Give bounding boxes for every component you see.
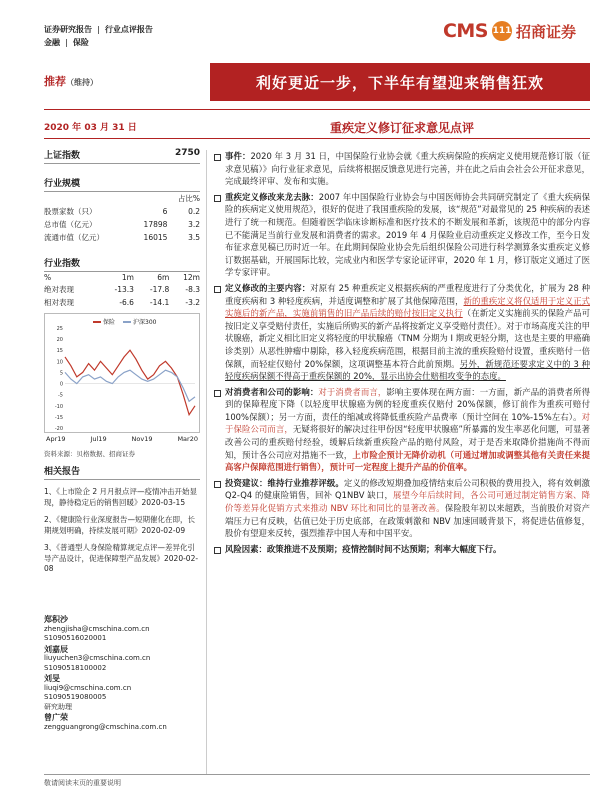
logo-company-name: 招商证券	[515, 22, 576, 41]
chart-legend	[93, 317, 156, 326]
report-subtitle: 重疾定义修订征求意见点评	[330, 121, 475, 135]
legend-swatch	[93, 321, 101, 323]
paragraph-investment	[213, 477, 590, 540]
y-tick-label: 5	[59, 370, 63, 377]
para-heading: 事件：	[225, 151, 251, 161]
y-tick-label: -20	[54, 426, 63, 432]
para-bold: 维持行业推荐评级。	[267, 477, 344, 488]
chart-source: 资料来源：贝格数据、招商证券	[44, 450, 135, 458]
divider	[44, 138, 590, 139]
x-tick-label: Mar20	[177, 435, 198, 443]
logo-cms-text: CMS	[442, 20, 488, 42]
para-highlight: 另外，新规范还要求定义中的 3 种轻度疾病保额不得高于重疾保额的 20%，显示出协会仕赔相攻变争的态度。	[225, 358, 590, 382]
para-text: 2020 年 3 月 31 日，中国保险行业协会就《重大疾病保险的疾病定义使用规范修订版（征求意见稿）》向行业征求意见，后续将根据反馈意见进行完善，并在此之后由会社会公开征求意见，完成最终评审、发布和实施。	[225, 151, 591, 187]
para-highlight: 新的重疾定义将仅适用于定义正式实施后的新产品，实施前销售的旧产品后续的赔付按旧定义执行	[225, 295, 590, 319]
chart-svg	[45, 314, 199, 432]
y-tick-label: -5	[58, 392, 63, 399]
x-tick-label: Apr19	[46, 435, 66, 443]
performance-chart	[44, 313, 200, 433]
legend-item	[123, 317, 156, 326]
header-cell: 6m	[157, 273, 170, 282]
assistant-email[interactable]: zengguangrong@cmschina.com.cn	[44, 722, 167, 731]
para-heading: 风险因素：	[225, 543, 267, 554]
legend-label: 保险	[103, 319, 116, 326]
analyst-email[interactable]: liuqi9@cmschina.com.cn	[44, 683, 132, 692]
report-title: 利好更近一步，下半年有望迎来销售狂欢	[255, 73, 544, 92]
report-type: 证券研究报告	[44, 25, 92, 34]
x-tick-label: Jul19	[90, 435, 107, 443]
analyst-name: 郑积沙	[44, 615, 68, 624]
assistant-name: 曾广荣	[44, 713, 68, 722]
rating-sub: （维持）	[66, 78, 98, 87]
y-tick-label: 20	[56, 337, 63, 344]
sidebar	[44, 148, 200, 573]
para-text: （在新定义实施前买的保险产品可按旧定义享受赔付责任，实施后所购买的新产品将按新定义享受赔付责任）。对于市场高度关注的甲状腺癌，新定义相比旧定义将轻度的甲状腺癌（TNM 分期为 I 期或更轻分期，这也是主要的甲癌确诊类别）从恶性肿瘤中剔除，移入轻度疾病范围，根据目前主流的重疾险赔付设置，重疾赔付一倍保额，而轻症仅赔付 20%保额，这项调整基本符合此前预期。	[225, 308, 590, 369]
row-label: 总市值（亿元）	[44, 220, 97, 229]
table-row	[44, 296, 200, 309]
paragraph-risk	[213, 543, 590, 556]
analyst-name: 刘嘉辰	[44, 644, 68, 654]
row-value: -3.2	[185, 298, 200, 307]
para-highlight: 上市险企预计无降价动机（可通过增加或调整其他有关责任来提高客户保障范围进行销售），预计可一定程度上提升产品的价值率。	[225, 449, 591, 473]
sub-sector: 保险	[72, 38, 89, 47]
analyst-cert: S1090518100002	[44, 663, 107, 672]
y-tick-label: -15	[54, 414, 63, 421]
row-value: 17898	[143, 220, 168, 229]
report-date: 2020 年 03 月 31 日	[44, 123, 137, 133]
series-line	[65, 370, 195, 401]
row-pct: 0.2	[188, 207, 200, 216]
y-tick-label: -10	[54, 403, 63, 410]
separator: |	[65, 38, 68, 47]
para-heading: 投资建议：	[225, 477, 268, 488]
row-value: -6.6	[119, 298, 134, 307]
row-value: -8.3	[185, 285, 200, 294]
analyst-name: 刘旻	[44, 674, 60, 683]
row-pct: 3.5	[188, 233, 200, 242]
row-value: -14.1	[149, 298, 170, 307]
index-value: 2750	[174, 148, 200, 158]
related-report-link[interactable]: 3、《普通型人身保险精算规定点评—差异化引导产品设计，促进保障型产品发展》2020-02-08	[44, 543, 199, 573]
table-row	[44, 218, 200, 231]
row-label: 相对表现	[44, 298, 74, 307]
rating	[44, 73, 98, 89]
table-row	[44, 283, 200, 296]
report-body	[213, 150, 590, 558]
industry-scale-title: 行业规模	[44, 176, 200, 192]
row-label: 流通市值（亿元）	[44, 233, 104, 242]
logo-badge-icon: 111	[492, 21, 512, 41]
paragraph-changes	[213, 282, 590, 383]
legend-label: 沪深300	[133, 319, 157, 326]
x-tick-label: Nov19	[131, 435, 153, 443]
y-tick-label: 15	[56, 348, 63, 355]
para-heading: 对消费者和公司的影响：	[225, 386, 319, 397]
analyst-cert: S1090519080005	[44, 693, 107, 701]
table-row	[44, 205, 200, 218]
report-category: 行业点评报告	[104, 25, 153, 34]
table-row	[44, 231, 200, 244]
para-highlight: 对于保险公司而言，	[225, 411, 590, 435]
sector: 金融	[44, 38, 60, 47]
divider	[44, 109, 590, 110]
related-list	[44, 486, 200, 573]
title-banner	[210, 63, 590, 101]
row-value: 16015	[143, 233, 168, 242]
performance-title: 行业指数	[44, 256, 200, 272]
rating-label: 推荐	[44, 75, 66, 88]
series-line	[65, 350, 195, 415]
column-divider	[206, 150, 207, 775]
legend-item	[93, 317, 115, 326]
analyst-email[interactable]: liuyuchen3@cmschina.com.cn	[44, 654, 151, 662]
para-text: 定义的修改短期叠加疫情结束后公司积极的费用投入，将有效刺激 Q2-Q4 的健康险销售，回补 Q1NBV 缺口，	[225, 477, 591, 501]
x-axis-labels	[44, 435, 200, 443]
para-highlight: 展望今年后续时间，各公司可通过制定销售方案、降价等差异化促销方式来推动 NBV 环比和同比的显著改善。	[225, 490, 591, 514]
para-heading: 定义修改的主要内容：	[225, 282, 311, 293]
para-text: 2007 年中国保险行业协会与中国医师协会共同研究制定了《重大疾病保险的疾病定义使用规范》，很好的促进了我国重疾险的发展，该“规范”对最常见的 25 种疾病的表述进行了统一和规范。但随着医学临床诊断标准和医疗技术的不断发展和革新，该规范中的部分内容已不能满足当前行业发展和消费者的需求。2019 年 4 月保险业启动重疾定义修改工作，至今日发布征求意见稿已历时近一年。在此期间保险业协会先后组织保险公司进行科学测算条实重疾定义修订数据基础，开展国际比较，完成业内和医学专家论证评审，2020 年 1 月，修订版定义通过了医学专家评审。	[225, 191, 590, 278]
index-row	[44, 148, 200, 164]
report-header	[44, 23, 153, 49]
paragraph-background	[213, 191, 590, 279]
index-label: 上证指数	[44, 151, 81, 161]
para-text: 政策推进不及预期；疫情控制时间不达预期；利率大幅度下行。	[266, 543, 502, 554]
paragraph-impact	[213, 386, 590, 474]
row-label: 绝对表现	[44, 285, 74, 294]
header-cell: 12m	[183, 273, 200, 282]
analyst-cert: S1090516020001	[44, 634, 107, 642]
row-value: -17.8	[149, 285, 170, 294]
para-text: 保险股年初以来超跌，当前股价对资产端压力已有反映，估值已处于历史底部，在政策刺激和 NBV 加速回暖背景下，将促进估值修复，股价有望迎来反转，强烈推荐中国人寿和中国平安。	[225, 503, 590, 539]
para-heading: 重疾定义修改来龙去脉：	[225, 191, 319, 202]
footer-divider	[44, 774, 590, 775]
header-cell: %	[44, 273, 52, 282]
row-pct: 3.2	[188, 220, 200, 229]
para-text: 影响主要体现在两方面：一方面，新产品的消费者所得到的保障程度下降（以轻度甲状腺癌为例的轻度重疾仅赔付 20%保额，修订前作为重疾可赔付 100%保额）；另一方面，责任的缩减或将降低重疾险产品费率（预计空间在 10%-15%左右）。	[225, 386, 591, 422]
header-cell: 1m	[121, 273, 134, 282]
y-tick-label: 25	[56, 326, 63, 332]
separator: |	[97, 25, 100, 34]
performance-table	[44, 272, 200, 309]
para-text: 对原有 25 种重疾定义根据疾病的严重程度进行了分类优化，扩展为 28 种重度疾病和 3 种轻度疾病，并适度调整和扩展了其他保障范围，	[225, 282, 590, 306]
table-header	[44, 272, 200, 283]
footer-note: 敬请阅读末页的重要说明	[44, 779, 121, 787]
row-value: 6	[162, 207, 168, 216]
related-report-link[interactable]: 1、《上市险企 2 月月报点评—疫情冲击开始显现，静待稳定后的销售回暖》2020-03-15	[44, 487, 198, 507]
para-highlight: 对于消费者而言，	[318, 386, 387, 397]
legend-swatch	[123, 321, 131, 323]
assistant-label: 研究助理	[44, 702, 72, 711]
para-text: 无疑将很好的解决过往甲份因“轻度甲状腺癌”所暴露的发生率恶化问题，可显著改善公司的重疾赔付经验，缓解后续新重疾险产品的赔付风险，对于是否来取降价措施尚不得而知，预计各公司应对措施不一致，	[225, 424, 590, 460]
industry-scale-table	[44, 192, 200, 244]
column-header: 占比%	[177, 194, 200, 203]
related-report-link[interactable]: 2、《健康险行业深度报告—短期催化在即，长期规划明确，持续发展可期》2020-02-09	[44, 515, 196, 535]
row-value: -13.3	[114, 285, 134, 294]
analyst-email[interactable]: zhengjisha@cmschina.com.cn	[44, 624, 150, 633]
company-logo	[443, 20, 576, 42]
row-label: 股票家数（只）	[44, 207, 97, 216]
related-title: 相关报告	[44, 464, 200, 480]
analyst-list	[44, 614, 194, 732]
y-tick-label: 10	[56, 359, 63, 366]
y-tick-label: 0	[59, 381, 63, 388]
paragraph-event	[213, 150, 590, 188]
